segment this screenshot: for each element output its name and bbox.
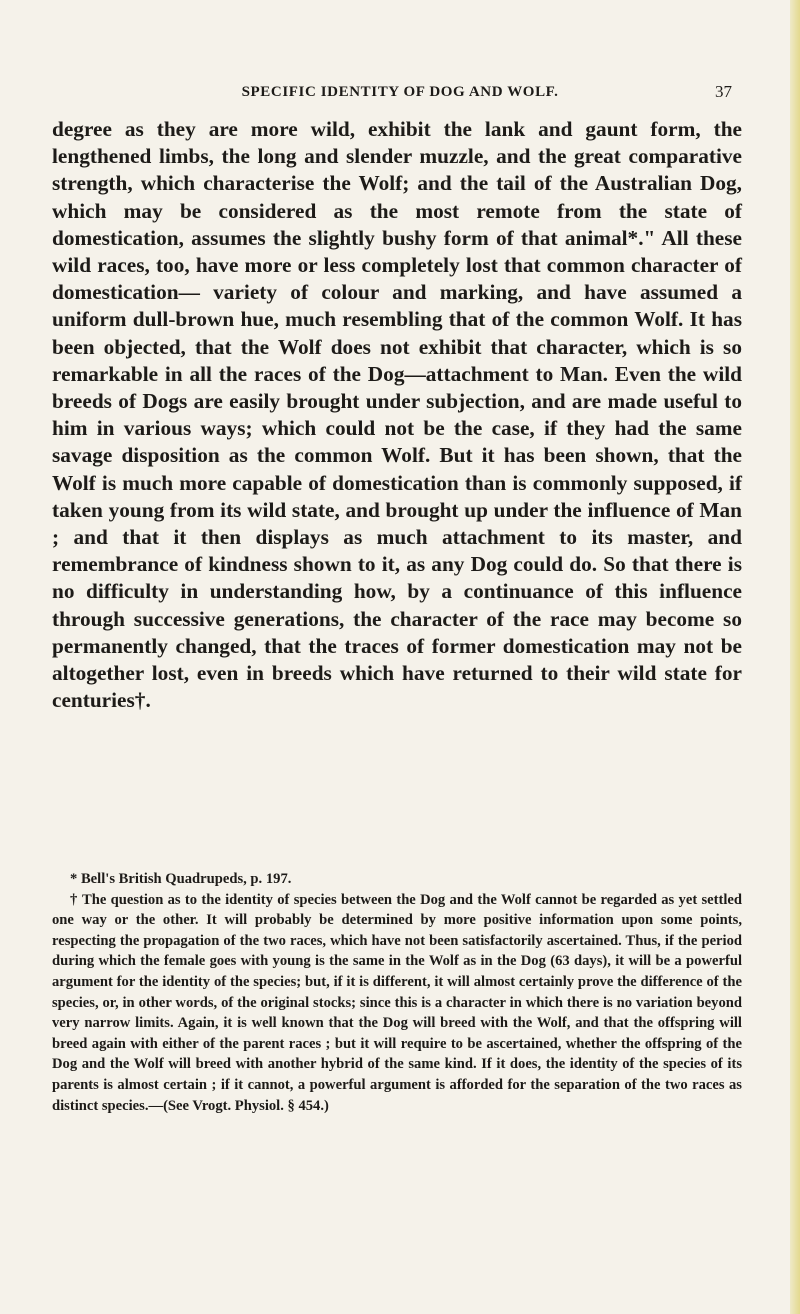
running-head-title: SPECIFIC IDENTITY OF DOG AND WOLF. bbox=[241, 84, 559, 100]
page-edge-decoration bbox=[790, 0, 800, 1314]
footnote-1 bbox=[52, 869, 742, 890]
footnote-2-text: The question as to the identity of species between the Dog and the Wolf cannot be regarded as yet settled one way or the other. It will probably be determined by more positive information upon some points, respecting the propagation of the two races, which have not been satisfactorily ascertained. Thus, if the period during which the female goes with young is the same in the Wolf as in the Dog (63 days), it will be a powerful argument for the identity of the species; but, if it is different, it will almost certainly prove the difference of the species, or, in other words, of the original stocks; since this is a character in which there is no variation beyond very narrow limits. Again, it is well known that the Dog will breed with the Wolf, and that the offspring will breed again with either of the parent races ; but it will require to be ascertained, whether the offspring of the Dog and the Wolf will breed with another hybrid of the same kind. If it does, the identity of the species of its parents is almost certain ; if it cannot, a powerful argument is afforded for the separation of the two races as distinct species.—(See Vrogt. Physiol. § 454.) bbox=[52, 891, 742, 1114]
page-header bbox=[0, 84, 800, 110]
footnote-1-text: Bell's British Quadrupeds, p. 197. bbox=[77, 871, 292, 887]
body-paragraph: degree as they are more wild, exhibit the lank and gaunt form, the lengthened limbs, the long and slender muzzle, and the great comparative strength, which characterise the Wolf; and the tail of the Australian Dog, which may be considered as the most remote from the state of domestication, assumes the slightly bushy form of that animal*." All these wild races, too, have more or less completely lost that common character of domestication— variety of colour and marking, and have assumed a uniform dull-brown hue, much resembling that of the common Wolf. It has been objected, that the Wolf does not exhibit that character, which is so remarkable in all the races of the Dog—attachment to Man. Even the wild breeds of Dogs are easily brought under subjection, and are made useful to him in various ways; which could not be the case, if they had the same savage disposition as the common Wolf. But it has been shown, that the Wolf is much more capable of domestication than is commonly supposed, if taken young from its wild state, and brought up under the influence of Man ; and that it then displays as much attachment to its master, and remembrance of kindness shown to it, as any Dog could do. So that there is no difficulty in understanding how, by a continuance of this influence through successive generations, the character of the race may become so permanently changed, that the traces of former domestication may not be altogether lost, even in breeds which have returned to their wild state for centuries†. bbox=[52, 117, 742, 713]
footnote-2 bbox=[52, 890, 742, 1117]
page-number: 37 bbox=[715, 82, 732, 101]
footnote-1-marker: * bbox=[70, 871, 78, 887]
footnotes bbox=[52, 869, 742, 1116]
footnote-2-marker: † bbox=[70, 891, 78, 908]
